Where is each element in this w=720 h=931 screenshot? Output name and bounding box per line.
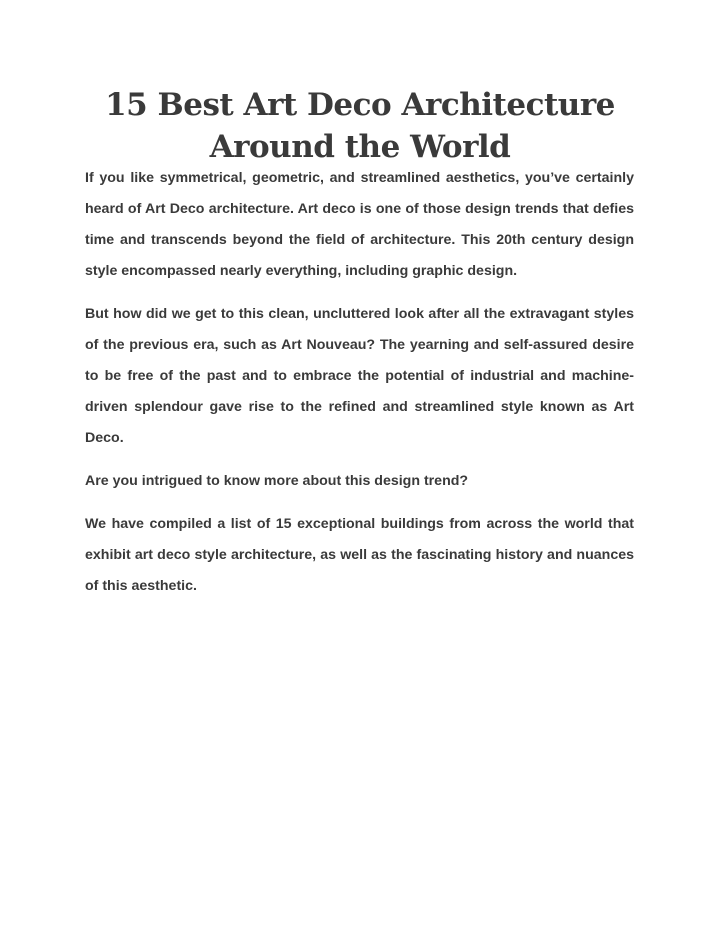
page-title [60, 84, 660, 168]
paragraph-history: But how did we get to this clean, uncluttered look after all the extravagant styles of the previous era, such as Art Nouveau? The yearning and self-assured desire to be free of the past and to embrace the potential of industrial and machine-driven splendour gave rise to the refined and streamlined style known as Art Deco. [85, 306, 634, 446]
paragraph-question: Are you intrigued to know more about this design trend? [85, 473, 469, 489]
page-title-line-2: Around the World [209, 129, 511, 165]
paragraph-list-intro: We have compiled a list of 15 exceptional buildings from across the world that exhibit art deco style architecture, as well as the fascinating history and nuances of this aesthetic. [85, 516, 634, 594]
page-title-line-1: 15 Best Art Deco Architecture [105, 87, 615, 123]
article-body [85, 163, 634, 614]
paragraph-intro: If you like symmetrical, geometric, and streamlined aesthetics, you’ve certainly heard of Art Deco architecture. Art deco is one of those design trends that defies time and transcends beyond the field of architecture. This 20th century design style encompassed nearly everything, including graphic design. [85, 170, 634, 279]
